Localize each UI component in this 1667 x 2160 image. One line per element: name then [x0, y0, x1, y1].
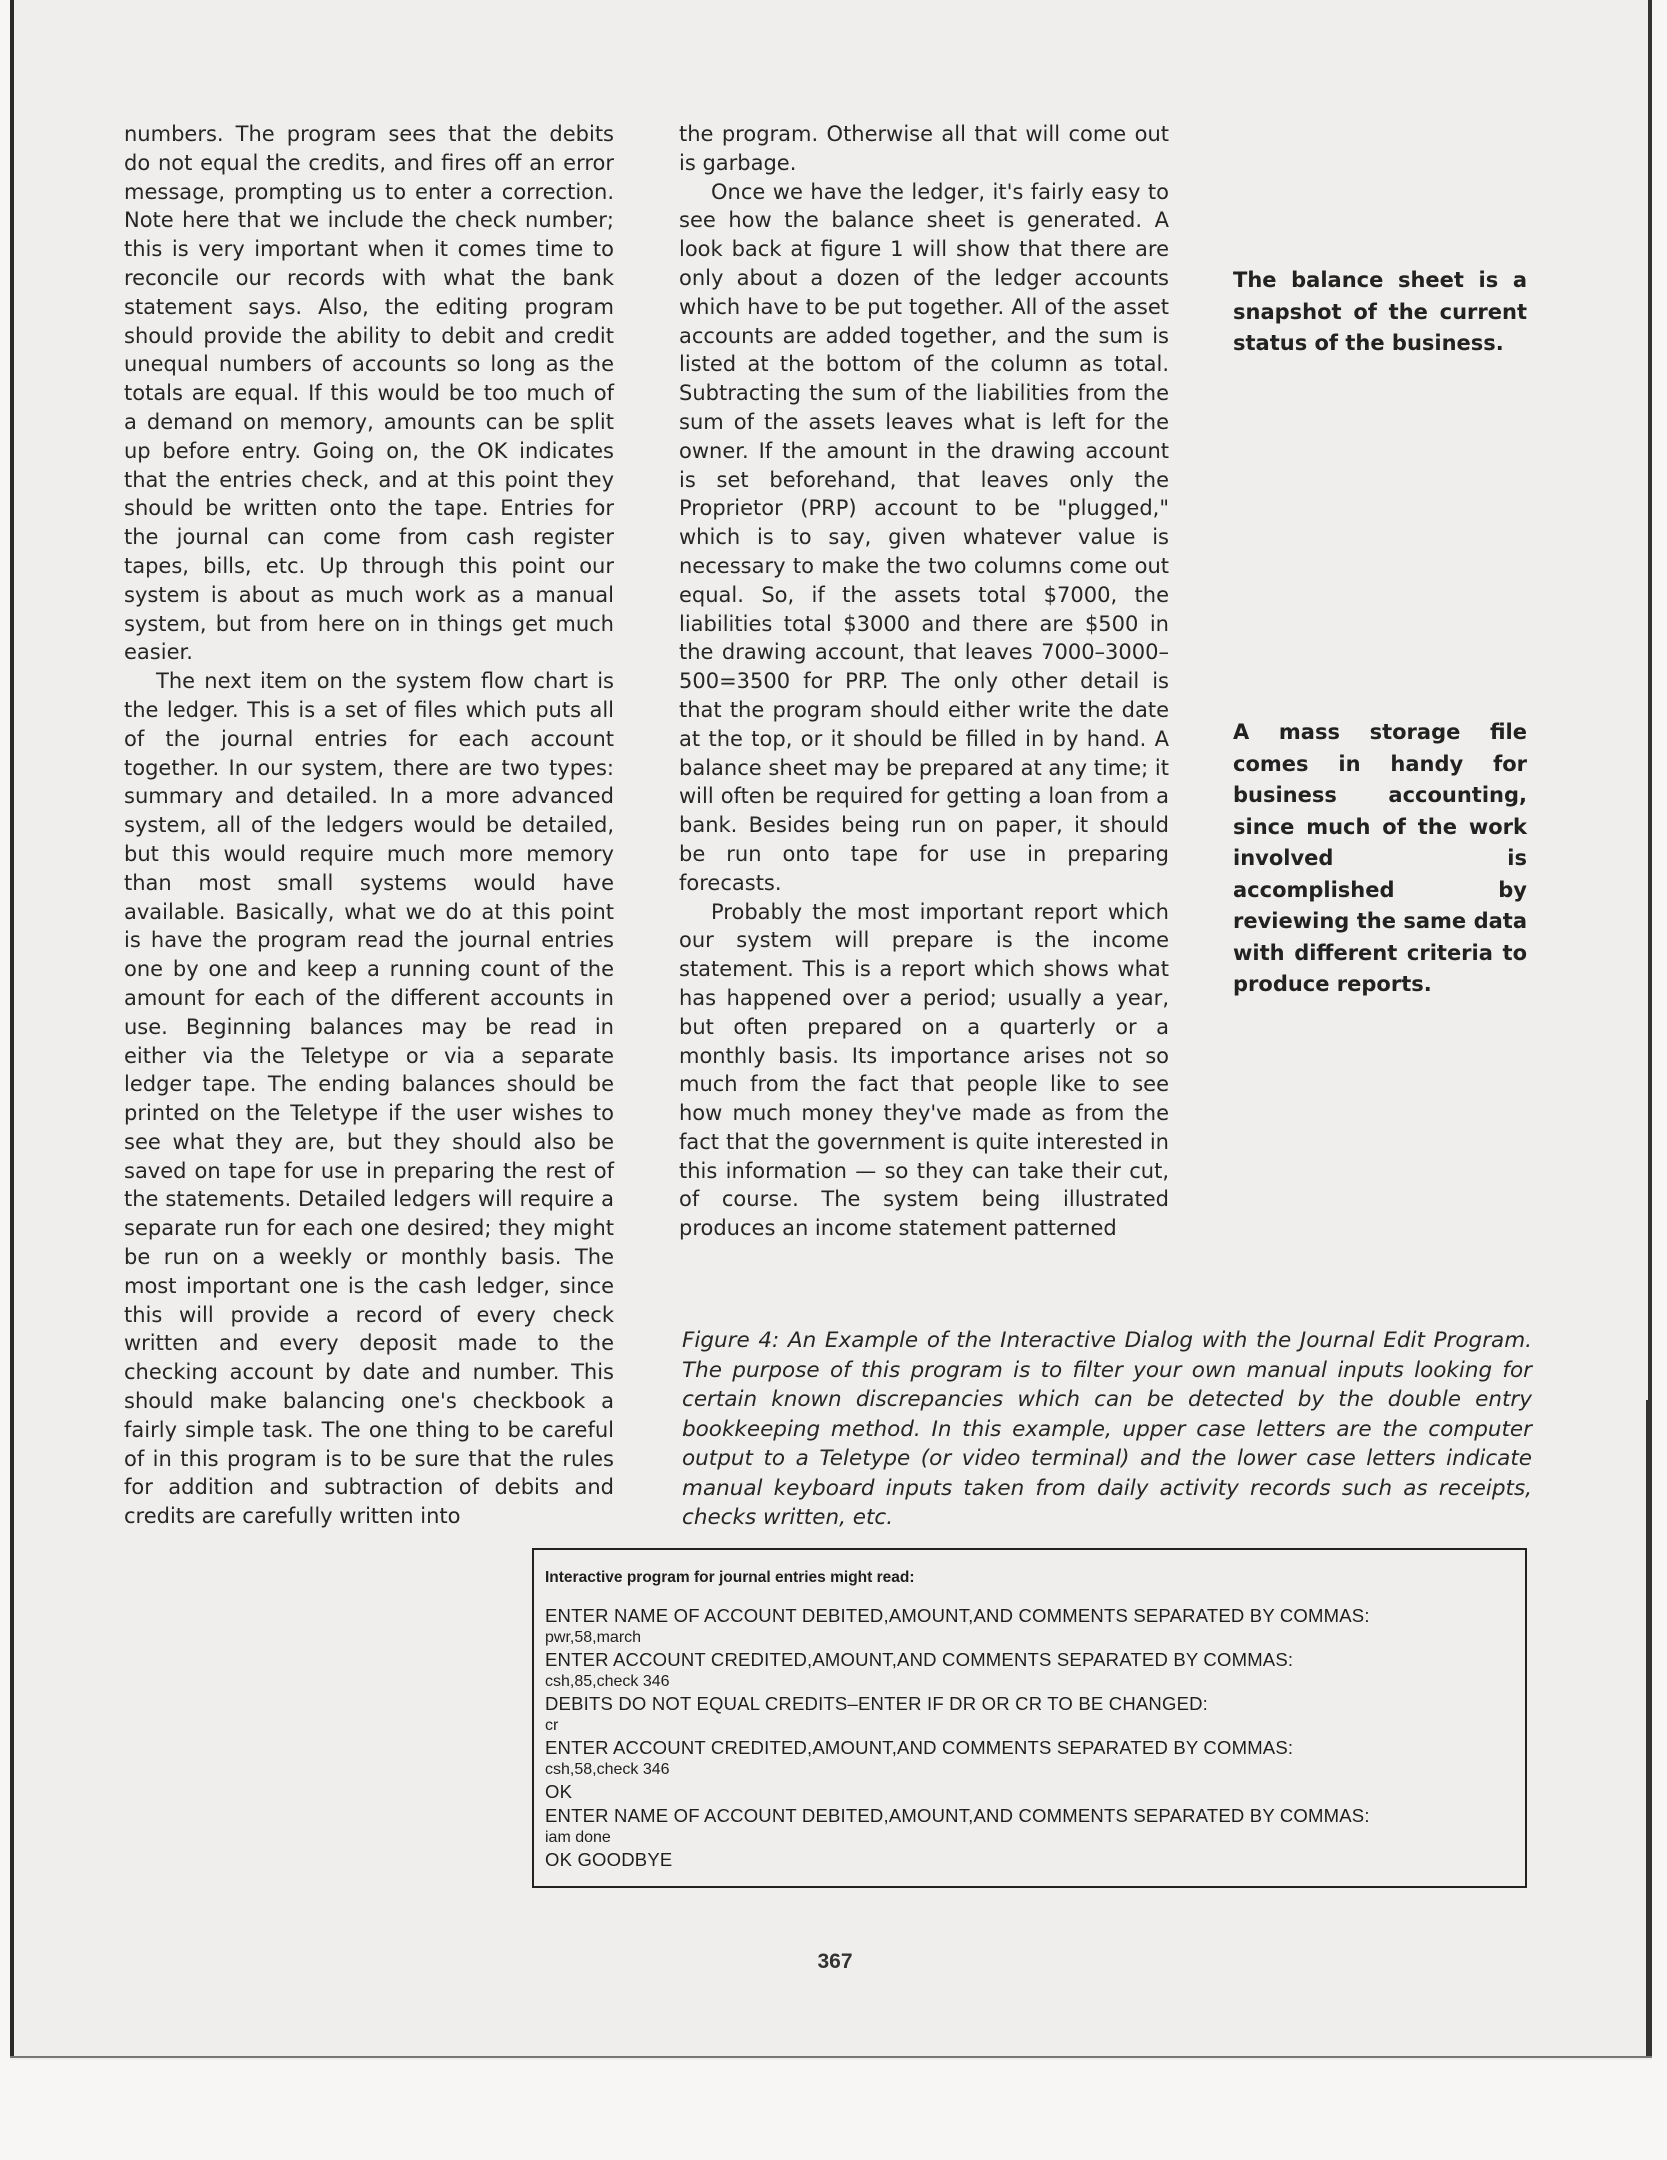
- terminal-output-line: OK: [545, 1781, 573, 1802]
- paragraph: Probably the most important report which our system will prepare is the income statement. This is a report which shows what has happened over a period; usually a year, but often prepared on a quarterly or a monthly basis. Its importance arises not so much from the fact that people like to see how much money they've made as from the fact that the government is quite interested in this information — so they can take their cut, of course. The system being illustrated produces an income statement patterned: [679, 899, 1169, 1241]
- terminal-output-line: ENTER ACCOUNT CREDITED,AMOUNT,AND COMMENTS SEPARATED BY COMMAS:: [545, 1649, 1294, 1670]
- sidebar-note-balance-sheet: The balance sheet is a snapshot of the current status of the business.: [1233, 268, 1527, 355]
- terminal-input-line: iam done: [545, 1829, 611, 1846]
- terminal-dialog-box-frame: [532, 1548, 1527, 1888]
- paragraph: numbers. The program sees that the debits do not equal the credits, and fires off an error message, prompting us to enter a correction. Note here that we include the check number; this is very important when it comes time to reconcile our records with what the bank statement says. Also, the editing program should provide the ability to debit and credit unequal numbers of accounts so long as the totals are equal. If this would be too much of a demand on memory, amounts can be split up before entry. Going on, the OK indicates that the entries check, and at this point they should be written onto the tape. Entries for the journal can come from cash register tapes, bills, etc. Up through this point our system is about as much work as a manual system, but from here on in things get much easier.: [124, 122, 614, 665]
- terminal-output-line: DEBITS DO NOT EQUAL CREDITS–ENTER IF DR OR CR TO BE CHANGED:: [545, 1693, 1209, 1714]
- paragraph: Once we have the ledger, it's fairly easy to see how the balance sheet is generated. A look back at figure 1 will show that there are only about a dozen of the ledger accounts which have to be put together. All of the asset accounts are added together, and the sum is listed at the bottom of the column as total. Subtracting the sum of the liabilities from the sum of the assets leaves what is left for the owner. If the amount in the drawing account is set beforehand, that leaves only the Proprietor (PRP) account to be "plugged," which is to say, given whatever value is necessary to make the two columns come out equal. So, if the assets total $7000, the liabilities total $3000 and there are $500 in the drawing account, that leaves 7000–3000–500=3500 for PRP. The only other detail is that the program should either write the date at the top, or it should be filled in by hand. A balance sheet may be prepared at any time; it will often be required for getting a loan from a bank. Besides being run on paper, it should be run onto tape for use in preparing forecasts.: [679, 179, 1169, 895]
- paragraph: the program. Otherwise all that will come out is garbage.: [679, 122, 1169, 175]
- body-column-middle: [679, 120, 1169, 1243]
- figure-caption: Figure 4: An Example of the Interactive Dialog with the Journal Edit Program. The purpose of this program is to filter your own manual inputs looking for certain known discrepancies which can be detected by the double entry bookkeeping method. In this example, upper case letters are the computer output to a Teletype (or video terminal) and the lower case letters indicate manual keyboard inputs taken from daily activity records such as receipts, checks written, etc.: [682, 1328, 1532, 1530]
- page-edge-bottom: [10, 2056, 1652, 2058]
- paragraph: The next item on the system flow chart is the ledger. This is a set of files which puts all of the journal entries for each account together. In our system, there are two types: summary and detailed. In a more advanced system, all of the ledgers would be detailed, but this would require much more memory than most small systems would have available. Basically, what we do at this point is have the program read the journal entries one by one and keep a running count of the amount for each of the different accounts in use. Beginning balances may be read in either via the Teletype or via a separate ledger tape. The ending balances should be printed on the Teletype if the user wishes to see what they are, but they should also be saved on tape for use in preparing the rest of the statements. Detailed ledgers will require a separate run for each one desired; they might be run on a weekly or monthly basis. The most important one is the cash ledger, since this will provide a record of every check written and every deposit made to the checking account by date and number. This should make balancing one's checkbook a fairly simple task. The one thing to be careful of in this program is to be sure that the rules for addition and subtraction of debits and credits are carefully written into: [124, 669, 614, 1529]
- sidebar-note-mass-storage: A mass storage file comes in handy for business accounting, since much of the work involved is accomplished by reviewing the same data with different criteria to produce reports.: [1233, 720, 1527, 996]
- terminal-output-line: ENTER NAME OF ACCOUNT DEBITED,AMOUNT,AND COMMENTS SEPARATED BY COMMAS:: [545, 1805, 1370, 1826]
- page-edge-left: [10, 0, 14, 2058]
- terminal-output-line: ENTER ACCOUNT CREDITED,AMOUNT,AND COMMENTS SEPARATED BY COMMAS:: [545, 1737, 1294, 1758]
- terminal-output-line: OK GOODBYE: [545, 1849, 673, 1870]
- page-number: 367: [817, 1950, 853, 1973]
- page-edge-right-lower: [1646, 1400, 1652, 2058]
- terminal-input-line: csh,85,check 346: [545, 1673, 670, 1690]
- terminal-box-title: Interactive program for journal entries might read:: [545, 1569, 915, 1586]
- body-column-left: [124, 120, 614, 1531]
- terminal-output-line: ENTER NAME OF ACCOUNT DEBITED,AMOUNT,AND COMMENTS SEPARATED BY COMMAS:: [545, 1605, 1370, 1626]
- terminal-lines: [545, 1604, 1515, 1872]
- terminal-input-line: csh,58,check 346: [545, 1761, 670, 1778]
- terminal-input-line: pwr,58,march: [545, 1629, 642, 1646]
- terminal-input-line: cr: [545, 1717, 559, 1734]
